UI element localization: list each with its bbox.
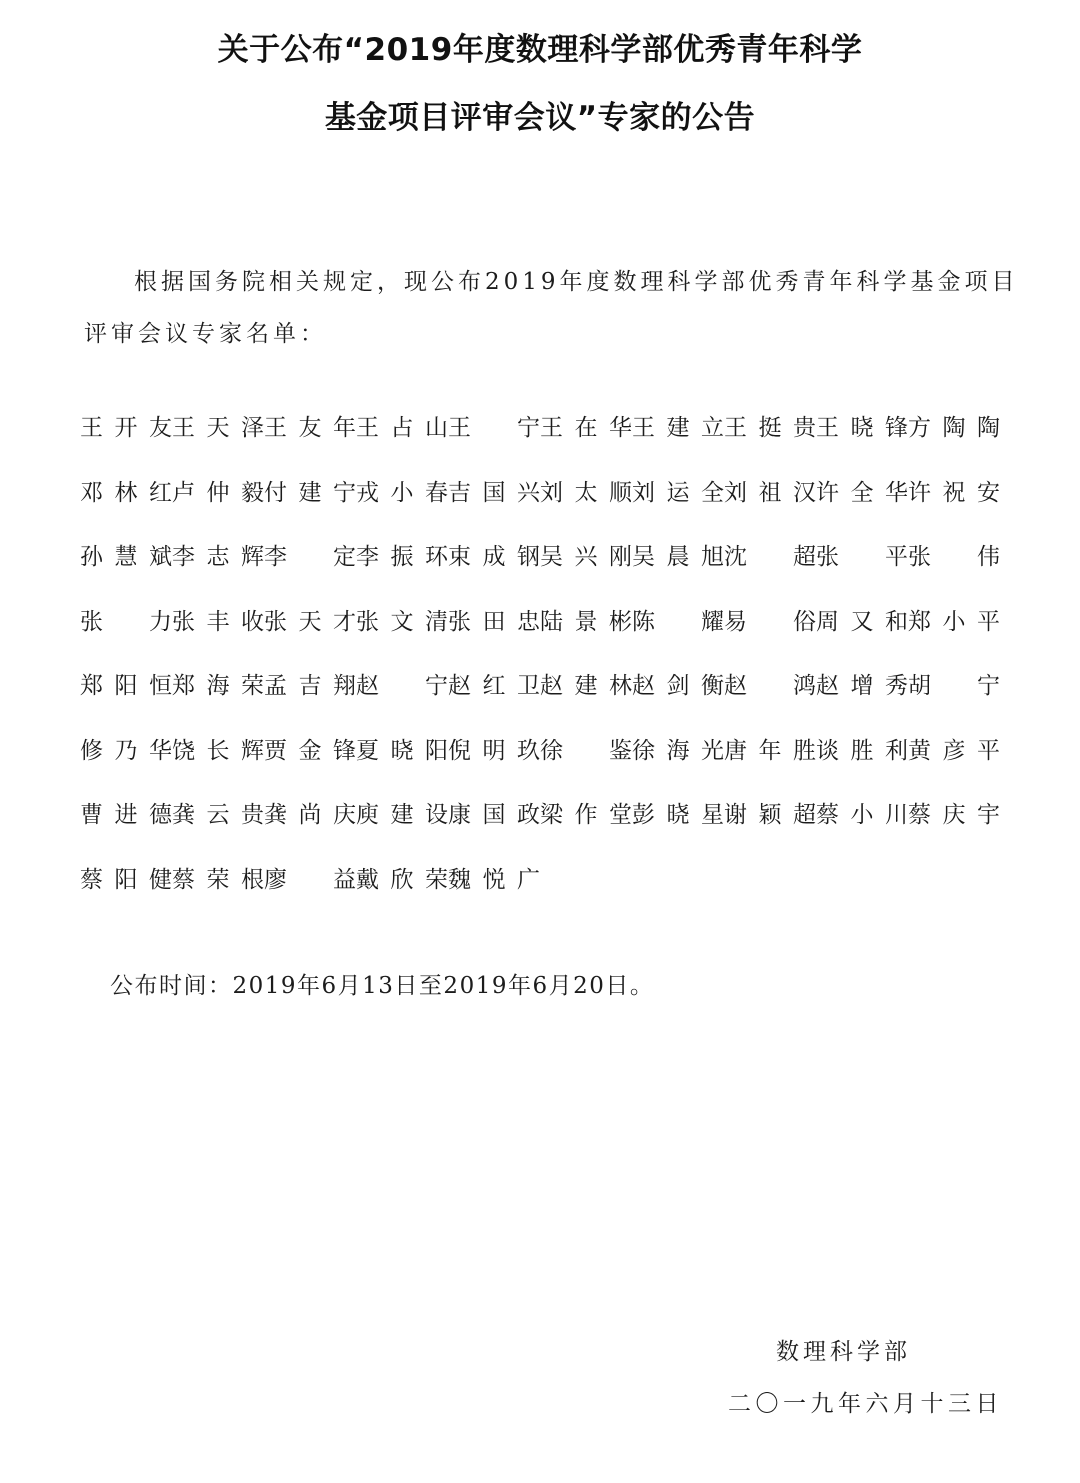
expert-name: 王 在 华: [540, 415, 632, 442]
expert-name: 李 振 环: [356, 544, 448, 571]
expert-name: 李 志 辉: [172, 544, 264, 571]
expert-name: 廖 益: [264, 866, 356, 893]
expert-name: 徐 海 光: [632, 737, 724, 764]
expert-name: 康 国 政: [448, 802, 540, 829]
expert-name: 胡 宁: [908, 673, 1000, 700]
expert-name: 刘 运 全: [632, 479, 724, 506]
expert-name: 吴 晨 旭: [632, 544, 724, 571]
expert-name-row: [80, 848, 1000, 913]
expert-name: 孟 吉 翔: [264, 673, 356, 700]
expert-name: 戴 欣 荣: [356, 866, 448, 893]
expert-name-row: [80, 590, 1000, 655]
intro-paragraph-line-2: 评审会议专家名单：: [84, 321, 327, 347]
expert-name: 王 宁: [448, 415, 540, 442]
expert-name: 张 丰 收: [172, 608, 264, 635]
intro-paragraph-line-1: 根据国务院相关规定，现公布2019年度数理科学部优秀青年科学基金项目: [134, 269, 1019, 295]
expert-name: 刘 祖 汉: [724, 479, 816, 506]
expert-name: 赵 宁: [356, 673, 448, 700]
expert-name: 庾 建 设: [356, 802, 448, 829]
expert-name: 吴 兴 刚: [540, 544, 632, 571]
expert-name: 易 俗: [724, 608, 816, 635]
expert-name: 赵 鸿: [724, 673, 816, 700]
expert-name: 陈 耀: [632, 608, 724, 635]
expert-name: 魏 悦 广: [448, 866, 540, 893]
expert-name: 吉 国 兴: [448, 479, 540, 506]
expert-name: 付 建 宁: [264, 479, 356, 506]
expert-name: 曹 进 德: [80, 802, 172, 829]
expert-name-list: [80, 396, 1000, 912]
expert-name: 刘 太 顺: [540, 479, 632, 506]
expert-name: 张 平: [816, 544, 908, 571]
expert-name: 方 陶 陶: [908, 415, 1000, 442]
expert-name-row: [80, 783, 1000, 848]
signature-date: 二〇一九年六月十三日: [728, 1391, 1003, 1417]
expert-name: 郑 小 平: [908, 608, 1000, 635]
expert-name: 赵 增 秀: [816, 673, 908, 700]
expert-name: 王 天 泽: [172, 415, 264, 442]
expert-name: 彭 晓 星: [632, 802, 724, 829]
expert-name: 许 全 华: [816, 479, 908, 506]
expert-name: 黄 彦 平: [908, 737, 1000, 764]
expert-name: 张 田 忠: [448, 608, 540, 635]
expert-name: 徐 鉴: [540, 737, 632, 764]
expert-name: 沈 超: [724, 544, 816, 571]
publish-time: 公布时间：2019年6月13日至2019年6月20日。: [110, 973, 655, 999]
document-title-line-1: 关于公布“2019年度数理科学部优秀青年科学: [217, 32, 863, 68]
expert-name: 陆 景 彬: [540, 608, 632, 635]
expert-name: 束 成 钢: [448, 544, 540, 571]
expert-name: 郑 阳 恒: [80, 673, 172, 700]
expert-name: 蔡 小 川: [816, 802, 908, 829]
expert-name: 赵 红 卫: [448, 673, 540, 700]
expert-name: 谈 胜 利: [816, 737, 908, 764]
expert-name: 修 乃 华: [80, 737, 172, 764]
expert-name-row: [80, 461, 1000, 526]
expert-name: 赵 建 林: [540, 673, 632, 700]
expert-name-row: [80, 396, 1000, 461]
expert-name: 戎 小 春: [356, 479, 448, 506]
expert-name: 夏 晓 阳: [356, 737, 448, 764]
expert-name: 李 定: [264, 544, 356, 571]
expert-name: 王 友 年: [264, 415, 356, 442]
signature-department: 数理科学部: [776, 1339, 911, 1365]
expert-name: 张 文 清: [356, 608, 448, 635]
expert-name: 饶 长 辉: [172, 737, 264, 764]
document-title-line-2: 基金项目评审会议”专家的公告: [324, 100, 756, 136]
expert-name: 龚 尚 庆: [264, 802, 356, 829]
expert-name-row: [80, 719, 1000, 784]
expert-name: 孙 慧 斌: [80, 544, 172, 571]
expert-name: 张 天 才: [264, 608, 356, 635]
expert-name: 王 建 立: [632, 415, 724, 442]
expert-name: 王 占 山: [356, 415, 448, 442]
expert-name: 倪 明 玖: [448, 737, 540, 764]
expert-name: 张 力: [80, 608, 172, 635]
expert-name-row: [80, 525, 1000, 590]
expert-name: 梁 作 堂: [540, 802, 632, 829]
expert-name: 王 晓 锋: [816, 415, 908, 442]
expert-name: 卢 仲 毅: [172, 479, 264, 506]
expert-name: 唐 年 胜: [724, 737, 816, 764]
expert-name: 蔡 庆 宇: [908, 802, 1000, 829]
expert-name: 谢 颖 超: [724, 802, 816, 829]
expert-name: 贾 金 锋: [264, 737, 356, 764]
expert-name: 郑 海 荣: [172, 673, 264, 700]
expert-name-row: [80, 654, 1000, 719]
expert-name: 张 伟: [908, 544, 1000, 571]
expert-name: 王 开 友: [80, 415, 172, 442]
expert-name: 邓 林 红: [80, 479, 172, 506]
expert-name: 许 祝 安: [908, 479, 1000, 506]
expert-name: 蔡 阳 健: [80, 866, 172, 893]
expert-name: 龚 云 贵: [172, 802, 264, 829]
expert-name: 王 挺 贵: [724, 415, 816, 442]
expert-name: 蔡 荣 根: [172, 866, 264, 893]
expert-name: 赵 剑 衡: [632, 673, 724, 700]
expert-name: 周 又 和: [816, 608, 908, 635]
